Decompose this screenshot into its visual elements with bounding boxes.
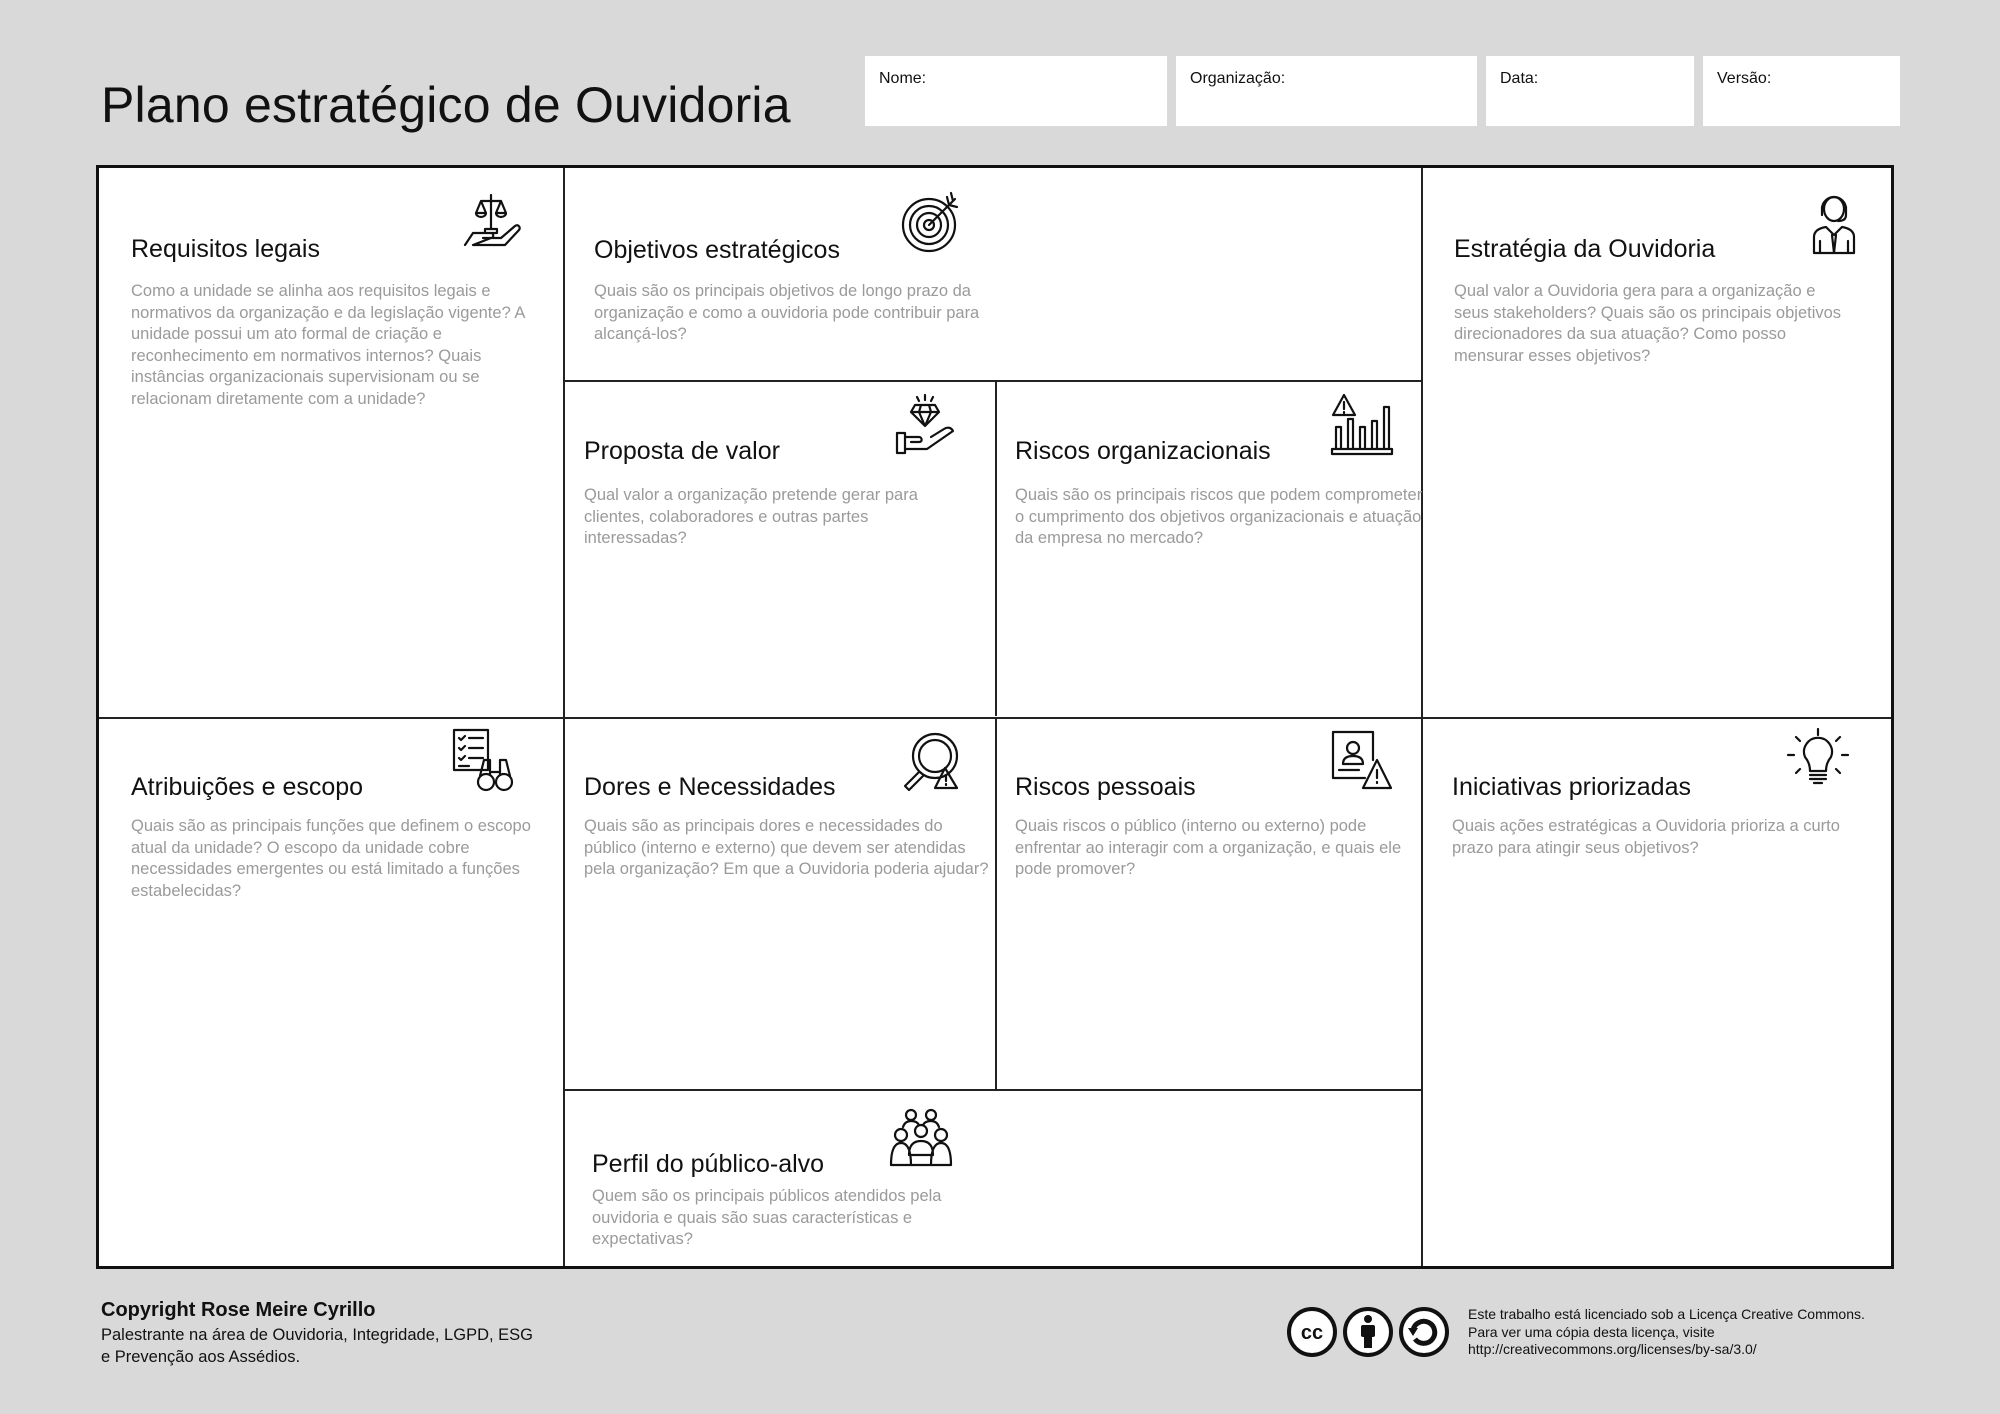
headset-agent-icon xyxy=(1802,191,1866,255)
atribuicoes-escopo-title: Atribuições e escopo xyxy=(131,773,364,801)
date-label: Data: xyxy=(1500,70,1539,87)
divider xyxy=(563,380,1423,382)
svg-text:cc: cc xyxy=(1300,1322,1324,1344)
warning-chart-icon xyxy=(1330,393,1394,457)
page-title: Plano estratégico de Ouvidoria xyxy=(101,77,791,133)
estrategia-ouvidoria-description: Qual valor a Ouvidoria gera para a organização e seus stakeholders? Quais são os principais objetivos direcionadores da sua atuação? Como posso mensurar esses objetivos? xyxy=(1454,282,1842,365)
objetivos-estrategicos-description: Quais são os principais objetivos de longo prazo da organização e como a ouvidoria pode contribuir para alcançá-los? xyxy=(594,282,980,343)
diamond-hand-icon xyxy=(893,393,957,457)
iniciativas-priorizadas-description: Quais ações estratégicas a Ouvidoria prioriza a curto prazo para atingir seus objetivos? xyxy=(1452,817,1840,857)
perfil-publico-alvo-title: Perfil do público-alvo xyxy=(592,1150,825,1178)
profile-warning-icon xyxy=(1329,730,1393,794)
date-field[interactable] xyxy=(1486,56,1694,126)
riscos-pessoais-description: Quais riscos o público (interno ou externo) pode enfrentar ao interagir com a organização, e quais ele pode promover? xyxy=(1015,817,1402,878)
sa-share-alike-icon xyxy=(1398,1306,1450,1358)
requisitos-legais-description: Como a unidade se alinha aos requisitos legais e normativos da organização e da legislação vigente? A unidade possui um ato formal de criação e reconhecimento em normativos internos? Quais instâncias organizacionais supervisionam ou se relacionam diretamente com a unidade? xyxy=(131,282,525,408)
scale-hand-icon xyxy=(459,191,523,255)
dores-necessidades-description: Quais são as principais dores e necessidades do público (interno e externo) que devem ser atendidas pela organização? Em que a Ouvidoria poderia ajudar? xyxy=(584,817,989,878)
cc-icon xyxy=(1286,1306,1338,1358)
organization-field[interactable] xyxy=(1176,56,1477,126)
perfil-publico-alvo-description: Quem são os principais públicos atendidos pela ouvidoria e quais são suas características e expectativas? xyxy=(592,1187,942,1248)
divider xyxy=(995,380,997,716)
name-field[interactable] xyxy=(865,56,1167,126)
author-subtitle: Palestrante na área de Ouvidoria, Integridade, LGPD, ESG e Prevenção aos Assédios. xyxy=(101,1326,533,1366)
atribuicoes-escopo-description: Quais são as principais funções que definem o escopo atual da unidade? O escopo da unidade cobre necessidades emergentes ou está limitado a funções estabelecidas? xyxy=(131,817,531,900)
divider xyxy=(563,1089,1423,1091)
riscos-pessoais-title: Riscos pessoais xyxy=(1015,773,1196,801)
version-field[interactable] xyxy=(1703,56,1900,126)
estrategia-ouvidoria-title: Estratégia da Ouvidoria xyxy=(1454,235,1716,263)
objetivos-estrategicos-title: Objetivos estratégicos xyxy=(594,236,840,264)
by-attribution-icon xyxy=(1342,1306,1394,1358)
proposta-valor-description: Qual valor a organização pretende gerar para clientes, colaboradores e outras partes interessadas? xyxy=(584,486,918,547)
riscos-organizacionais-description: Quais são os principais riscos que podem comprometer o cumprimento dos objetivos organizacionais e atuação da empresa no mercado? xyxy=(1015,486,1423,547)
license-link[interactable]: http://creativecommons.org/licenses/by-sa/3.0/ xyxy=(1468,1341,1757,1357)
copyright: Copyright Rose Meire Cyrillo xyxy=(101,1299,376,1321)
target-icon xyxy=(899,191,963,255)
magnifier-warning-icon xyxy=(899,730,963,794)
name-label: Nome: xyxy=(879,70,927,87)
divider xyxy=(99,717,1891,719)
organization-label: Organização: xyxy=(1190,70,1286,87)
requisitos-legais-title: Requisitos legais xyxy=(131,235,320,263)
lightbulb-icon xyxy=(1786,727,1850,791)
license-line: Para ver uma cópia desta licença, visite xyxy=(1468,1323,1715,1340)
version-label: Versão: xyxy=(1717,70,1772,87)
proposta-valor-title: Proposta de valor xyxy=(584,437,780,465)
group-people-icon xyxy=(889,1105,953,1169)
license-line: Este trabalho está licenciado sob a Licença Creative Commons. xyxy=(1468,1306,1865,1322)
checklist-binoculars-icon xyxy=(450,728,514,792)
riscos-organizacionais-title: Riscos organizacionais xyxy=(1015,437,1271,465)
iniciativas-priorizadas-title: Iniciativas priorizadas xyxy=(1452,773,1691,801)
divider xyxy=(995,717,997,1090)
dores-necessidades-title: Dores e Necessidades xyxy=(584,773,836,801)
license-text xyxy=(1468,1306,1865,1359)
